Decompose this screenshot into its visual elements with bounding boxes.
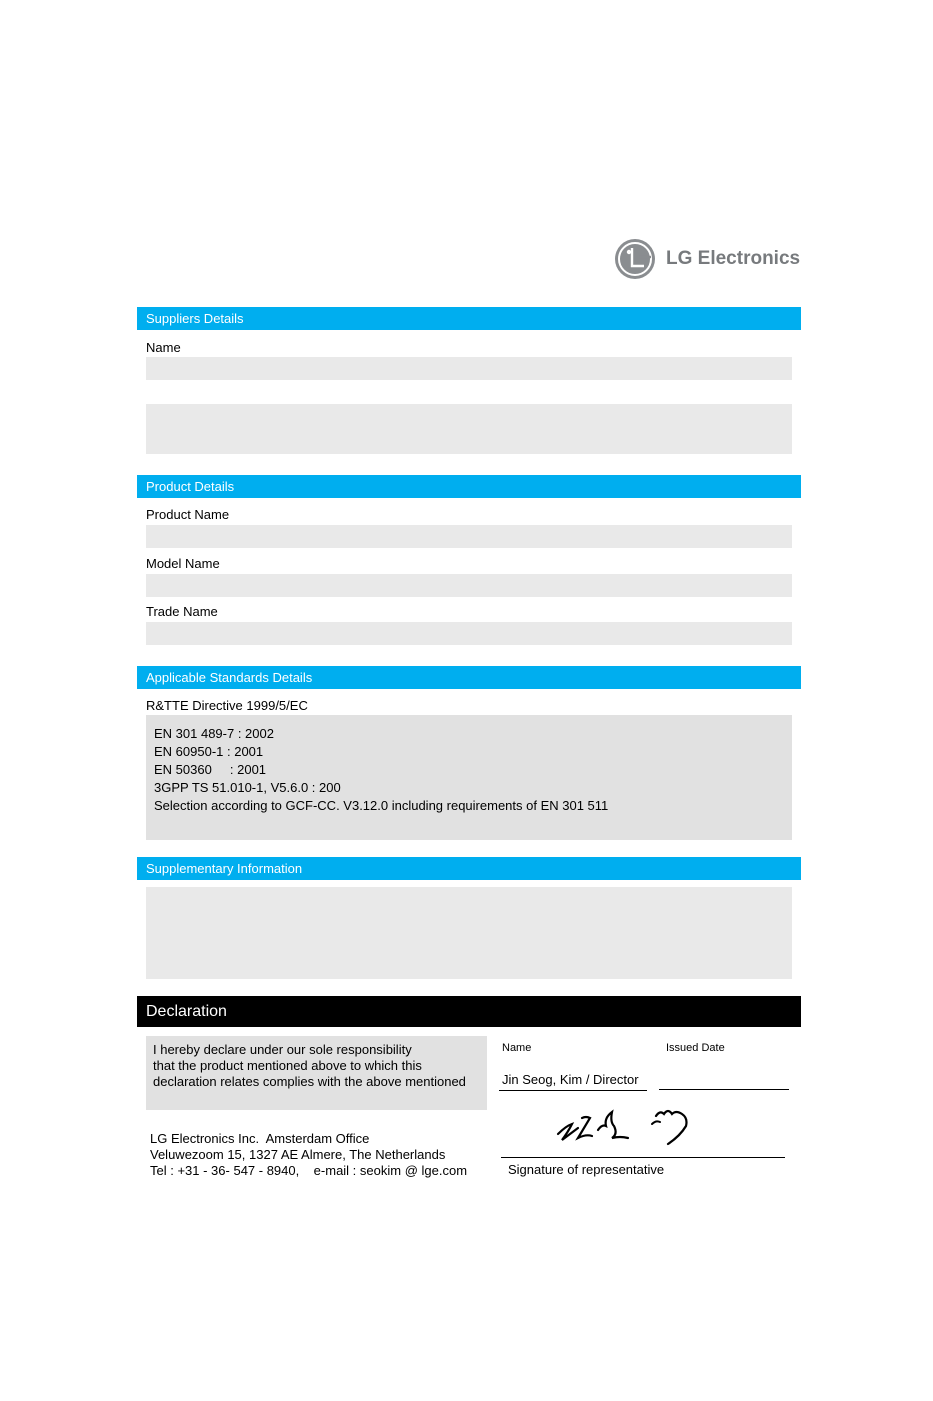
issued-date-label: Issued Date: [666, 1042, 725, 1054]
trade-name-field: [146, 622, 792, 645]
supplier-name-field: [146, 357, 792, 380]
declaration-statement: [146, 1036, 487, 1110]
standards-section-header: Applicable Standards Details: [137, 666, 801, 689]
statement-line: declaration relates complies with the above mentioned: [153, 1074, 466, 1089]
representative-name-value: Jin Seog, Kim / Director: [502, 1072, 639, 1087]
product-name-field: [146, 525, 792, 548]
representative-name-label: Name: [502, 1042, 532, 1054]
office-line: Veluwezoom 15, 1327 AE Almere, The Netherlands: [150, 1147, 446, 1162]
model-name-field: [146, 574, 792, 597]
supplier-address-field: [146, 404, 792, 454]
office-address: [150, 1131, 467, 1179]
signature-label: Signature of representative: [508, 1162, 665, 1177]
standard-item: EN 60950-1 : 2001: [154, 744, 264, 759]
name-underline: [499, 1090, 647, 1091]
statement-line: I hereby declare under our sole responsibility: [153, 1042, 412, 1057]
lg-logo: [613, 237, 803, 281]
product-section-header: Product Details: [137, 475, 801, 498]
handwritten-signature: [552, 1104, 702, 1154]
model-name-label: Model Name: [146, 556, 220, 571]
trade-name-label: Trade Name: [146, 604, 218, 619]
standard-item: EN 50360 : 2001: [154, 762, 267, 777]
standard-item: Selection according to GCF-CC. V3.12.0 including requirements of EN 301 511: [154, 798, 609, 813]
signature-line: [501, 1157, 785, 1158]
product-name-label: Product Name: [146, 507, 230, 522]
statement-line: that the product mentioned above to which this: [153, 1058, 422, 1073]
office-line: LG Electronics Inc. Amsterdam Office: [150, 1131, 370, 1146]
standards-list: [146, 715, 792, 840]
office-line: Tel : +31 - 36- 547 - 8940, e-mail : seokim @ lge.com: [150, 1163, 468, 1178]
declaration-header: Declaration: [137, 996, 801, 1027]
standard-item: 3GPP TS 51.010-1, V5.6.0 : 200: [154, 780, 341, 795]
suppliers-section-header: Suppliers Details: [137, 307, 801, 330]
standard-item: EN 301 489-7 : 2002: [154, 726, 274, 741]
supplier-name-label: Name: [146, 340, 181, 355]
directive-label: R&TTE Directive 1999/5/EC: [146, 698, 308, 713]
brand-name: LG Electronics: [666, 248, 801, 269]
supplementary-section-header: Supplementary Information: [137, 857, 801, 880]
supplementary-field: [146, 887, 792, 979]
date-underline: [659, 1089, 789, 1090]
lg-face-icon: [613, 237, 657, 281]
